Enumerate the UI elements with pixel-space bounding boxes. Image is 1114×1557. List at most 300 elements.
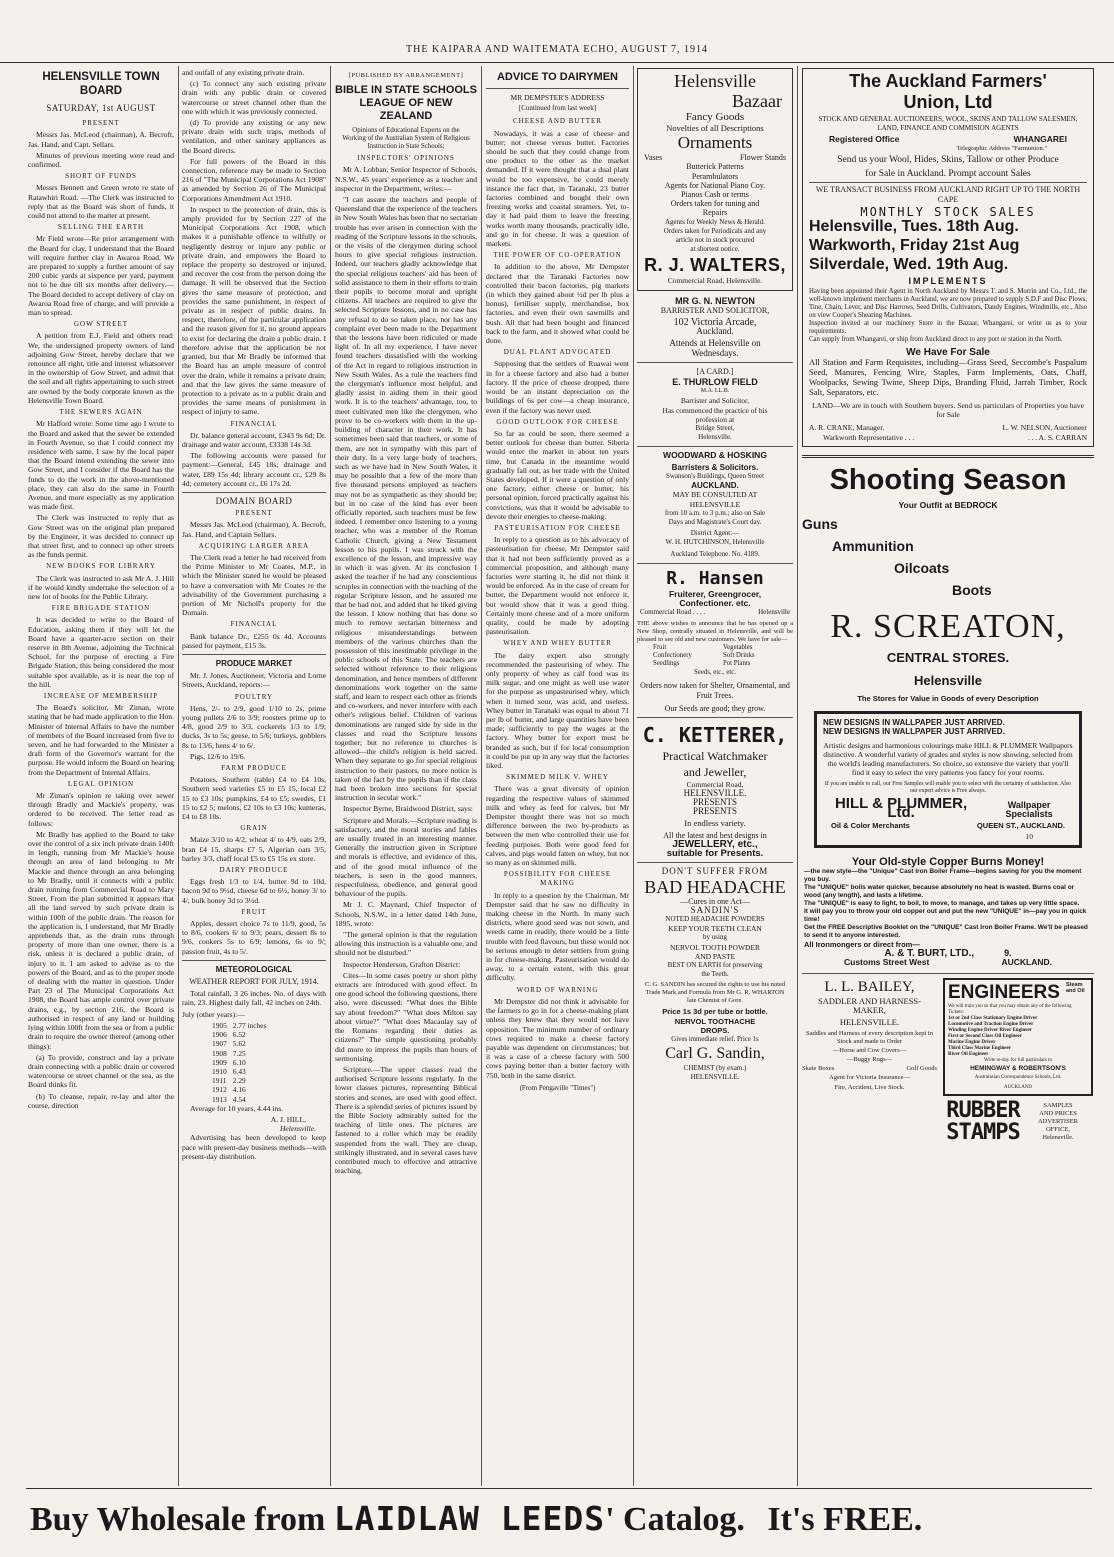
hansen-item: Seedlings bbox=[653, 660, 680, 668]
section-heading: THE SEWERS AGAIN bbox=[59, 408, 143, 417]
ad-line: Bridge Street, bbox=[695, 424, 735, 433]
paragraph: "I can assure the teachers and people of Queensland that the experience of the teachers in New South Wales has been that no sectarian trouble has ever arisen in connection with the reading of the Scripture lessons in the schools, or the visits of the clergymen during school hours to give special religious instruction. Indeed, our teachers gladly acknowledge that the special religious teachers' aid has been of solid assistance to them in their efforts to train their pupils to become moral and upright citizens. All teachers are required to give the selected Scripture lessons, and in no case has any refusal to do so taken place, nor has any complaint ever been made to the Department that the lessons have been ridiculed or made light of. In all my experience, I have never found teachers dissatisfied with the working of the Act in regard to religious instruction in New South Wales. As a rule the teachers find the clergyman's influence most helpful, and gladly assist in aiding them in their good work. It is to the teachers' advantage, too, to meet cultivated men like the clergymen, who prove to be co-workers with them in the up-building of character in their work. It has sometimes been said that teachers, or some of them, are not in sympathy with this part of their duty. In a very large body of teachers, such as we have had in New South Wales, it may be possible that a few of the more than five thousand persons employed as teachers may not be as sympathetic as they should be; but in no case of the kind has ever been officially reported, such teachers must be few indeed. I remember once listening to a young teacher, who was a member of the Roman Catholic Church, giving a New Testament lesson to his pupils. I was struck with the excellence of the lesson, and impressive way in which it was given. At its conclusion I asked the teacher if he had any conscientious scruples in connection with the teaching of the regular Scripture lesson, and he assured me that he had not, and added that he liked giving the lesson. I know nothing that has done so much to remove sectarian bitterness and religious misunderstandings between members of the various churches than the possession of this inestimable privilege in the public schools of this State. The teachers are selected without reference to their religious denomination, and hence members of different denominations work together on the same staff, and learn to respect each other as friends and co-workers, and never interfere with each other's religious belief. Children of various denominations are ranged side by side in the classes and read the Scripture lessons together; but no reference to churches is allowed—the child's religion is held sacred. When they separate to go for special religious instruction to their pastors, no more notice is taken of the fact by the pupils than if the class had been broken into sections for special instruction in secular work." bbox=[335, 195, 477, 803]
ad-line: Golf Goods bbox=[906, 1065, 937, 1073]
ad-line: Price 1s 3d per tube or bottle. bbox=[662, 1007, 768, 1017]
ad-line: Skate Boxes bbox=[802, 1065, 835, 1073]
ad-line: Our Seeds are good; they grow. bbox=[664, 703, 766, 713]
paragraph: Potatoes, Southern (table) £4 to £4 10s, Southern seed varieties £5 to £5 15, local £2 15 to £3 10s; pumpkins, £4 to £5; swedes, £1 15 to £2 5; melons, £2 10s to £3 10s; kumeras, £4 to £8 10s. bbox=[182, 775, 326, 822]
paragraph: Scripture and Morals.—Scripture reading is satisfactory, and the moral stories and fables are usually treated in an interesting manner. Generally the instruction given in Scripture and morals is effective, and evidence of this, and of the good moral influence of the teachers, is seen in the good manners, respectfulness, obedience, and general good behaviour of the pupils. bbox=[335, 815, 477, 899]
section-heading: WORD OF WARNING bbox=[516, 985, 599, 994]
ad-line: Helensville bbox=[758, 608, 790, 617]
rainfall-value: 4.54 bbox=[232, 1094, 246, 1104]
ad-line: C. G. SANDIN has secured the rights to use his noted Trade Mark and Formula from Mr G. R. WHARTON late Chemist of Gore. bbox=[644, 981, 786, 1005]
ads-column-left bbox=[637, 68, 793, 1483]
ad-line: CENTRAL STORES. bbox=[886, 650, 1010, 666]
ad-line: Vases bbox=[644, 153, 663, 163]
divider bbox=[182, 492, 326, 493]
ad-line: Get the FREE Descriptive Booklet on the "UNIQUE" Cast Iron Boiler Frame. We'll be pleased to send it to anyone interested. bbox=[804, 923, 1088, 939]
ad-line: Auckland Telephone. No. 4189. bbox=[670, 549, 760, 558]
paragraph: Apples, dessert choice 7s to 11/9, good, 5s to 8/6, cookers 6/ to 9/3; pears, dessert 8s to 9/6, cookers 5s to 6/9; lemons, 6s to 9/; passion fruit, 4s to 5/. bbox=[182, 919, 326, 956]
ad-line: SANDIN'S bbox=[690, 904, 740, 915]
article-subtitle: MR DEMPSTER'S ADDRESS bbox=[510, 93, 605, 102]
banner-text: Buy Wholesale from bbox=[30, 1501, 326, 1538]
ad-line: Oil & Color Merchants bbox=[831, 821, 910, 831]
signature: A. J. HILL, bbox=[270, 1114, 306, 1124]
paragraph: Messrs Bennett and Green wrote re state of Ratawhiri Road. —The Clerk was instructed to reply that as the Board was short of funds, it could not attend to the matter at present. bbox=[28, 183, 174, 221]
section-heading: PRESENT bbox=[235, 509, 273, 518]
rainfall-value: 6.52 bbox=[232, 1030, 246, 1040]
ad-line: MAKER, bbox=[853, 1005, 886, 1016]
article-title: PRODUCE MARKET bbox=[215, 658, 293, 668]
paragraph: Dr. balance general account, £343 9s 6d; Dr. drainage and water account, £3338 14s 3d. bbox=[182, 430, 326, 449]
section-heading: WHEY AND WHEY BUTTER bbox=[503, 639, 612, 648]
ad-line: A. R. CRANE, Manager. bbox=[809, 423, 885, 433]
ad-line: Orders taken for Periodicals and any bbox=[663, 226, 767, 235]
masthead: THE KAIPARA AND WAITEMATA ECHO, AUGUST 7, 1914 bbox=[406, 44, 708, 55]
ad-line: DON'T SUFFER FROM bbox=[661, 866, 769, 877]
rainfall-row bbox=[212, 1076, 272, 1085]
ad-line: BEST ON EARTH for preserving bbox=[667, 960, 763, 969]
ad-line: It will pay you to throw your old copper out and put the new "UNIQUE" in—pay you in quick time! bbox=[804, 907, 1087, 923]
paragraph: Mr Hafford wrote: Some time ago I wrote to the Board and asked that the sewer be extended in Fourth Avenue, so that I could connect my residence with same. I saw by the local paper that the Board intend extending the sewer into Gow Street, and I consider if the Board has the funds to do the work in the above-mentioned place, they can also do the same in Fourth Avenue, and more especially as my application was made first. bbox=[28, 419, 174, 512]
ad-line: We Have For Sale bbox=[906, 347, 990, 359]
section-heading: POULTRY bbox=[234, 692, 274, 701]
rainfall-year: 1910 bbox=[212, 1066, 227, 1076]
section-heading: SKIMMED MILK V. WHEY bbox=[506, 773, 609, 782]
ad-line: BARRISTER AND SOLICITOR, bbox=[660, 305, 770, 315]
section-heading: FRUIT bbox=[241, 907, 267, 916]
ad-line: Helensville. bbox=[698, 433, 732, 442]
ad-line: AUCKLAND. bbox=[691, 481, 739, 491]
paragraph: The Board's solicitor, Mr Ziman, wrote stating that he had made application to the Hon. Minister of Internal Affairs to have the number of members of the Board increased from five to seven, and he had forwarded to the Minister a draft form of the Governor's warrant for the purpose. He would inform the Board on hearing from the Department of Internal Affairs. bbox=[28, 703, 174, 777]
ad-line: PRESENTS bbox=[692, 806, 737, 817]
engineers-ticket: Locomotive and Traction Engine Driver bbox=[948, 1022, 1034, 1028]
paragraph: Maize 3/10 to 4/2, wheat 4/ to 4/9, oats 2/9, bran £4 15, sharps £7 5, Algerian oats 3/5, barley 3/3, chaff local £5 to £5 15s ex store. bbox=[182, 835, 326, 863]
bazaar-ad bbox=[637, 68, 793, 291]
hansen-item: Confectionery bbox=[653, 652, 692, 660]
ad-line: Agents for National Piano Coy. bbox=[664, 180, 766, 190]
ad-line: Repairs bbox=[702, 208, 728, 218]
divider bbox=[182, 960, 326, 961]
ad-line: Confectioner. etc. bbox=[679, 597, 751, 608]
rainfall-year: 1909 bbox=[212, 1057, 227, 1067]
ad-line: Helensville bbox=[914, 673, 982, 689]
ad-line: IMPLEMENTS bbox=[908, 276, 988, 287]
ad-line: at shortest notice. bbox=[690, 245, 740, 254]
ad-line: AUCKLAND bbox=[1003, 1084, 1033, 1090]
ad-line: NEW DESIGNS IN WALLPAPER JUST ARRIVED. bbox=[823, 718, 1005, 728]
section-heading: GRAIN bbox=[240, 824, 268, 833]
ad-line: Artistic designs and harmonious colourings make HILL & PLUMMER Wallpapers distinctive. A wonderful variety of grades and styles is now showing, selected from the world's leading manufacturers. So choice, so extensive the variety that you'll find it easy to select the very patterns you fancy for your rooms. bbox=[823, 740, 1073, 777]
ad-line: and Jeweller, bbox=[683, 764, 747, 779]
engineers-ad bbox=[943, 978, 1093, 1096]
engineers-ticket: Marine Engine Driver bbox=[948, 1040, 996, 1046]
ad-line: Commercial Road, Helensville. bbox=[667, 276, 763, 286]
paragraph: In addition to the above, Mr Dempster declared that the Taranaki Factories now controlled their bacon factories, pig markets (in which they gained about ½d per lb plus a bonus), fertiliser supply, merchandise, box factories, and even their own sawmills and bush. All that had been bought and financed back to the farm, and it showed what could be done. bbox=[486, 262, 629, 346]
rainfall-value: 7.25 bbox=[232, 1048, 246, 1058]
paragraph: (c) To connect any such existing private drain with any public drain or covered watercourse or street channel other than the one with which it was previously connected. bbox=[182, 79, 326, 116]
ad-line: WHANGAREI bbox=[1013, 134, 1067, 144]
paragraph: (a) To provide, construct and lay a private drain connecting with a public drain or covered watercourse or street channel or the sea, as the Board thinks fit. bbox=[28, 1052, 174, 1090]
paragraph: "The general opinion is that the regulation allowing this instruction is a valuable one, and should not be disturbed." bbox=[335, 930, 477, 958]
ad-line: the Teeth. bbox=[701, 970, 729, 979]
ad-line: Practical Watchmaker bbox=[662, 748, 768, 763]
hansen-ad bbox=[637, 568, 793, 713]
right-stack bbox=[943, 978, 1093, 1144]
section-heading: INCREASE OF MEMBERSHIP bbox=[43, 691, 159, 700]
ad-line: 9. bbox=[1004, 947, 1012, 958]
ad-line: LAND—We are in touch with Southern buyers. Send us particulars of Properties you have for Sale bbox=[812, 401, 1084, 420]
farmers-union-ad bbox=[802, 68, 1094, 447]
paragraph: Mr A. Lobban, Senior Inspector of Schools, N.S.W., 45 years' experience as a teacher and inspector in the Department, writes:— bbox=[335, 165, 477, 193]
paragraph: Cites—In some cases poetry or short pithy extracts are introduced with good effect. In one good school the following questions, there also, were discussed: "What does the Bible say about freedom?" "What does Milton say about virtue?" "What does Macaulay say of the Romans regarding their duties as citizens?" The simple questioning probably did more to impress the pupils than hours of sermonising. bbox=[335, 970, 477, 1063]
rainfall-row bbox=[212, 1058, 272, 1067]
rainfall-year: 1912 bbox=[212, 1085, 227, 1095]
ad-headline: BAD HEADACHE bbox=[644, 876, 786, 897]
town-board-column bbox=[28, 68, 174, 1483]
section-heading: SELLING THE EARTH bbox=[57, 223, 145, 232]
ad-name: Union, Ltd bbox=[903, 92, 993, 112]
banner-brand: LAIDLAW LEEDS bbox=[333, 1499, 606, 1538]
column-rule bbox=[178, 66, 179, 1486]
rainfall-value: 5.62 bbox=[232, 1039, 246, 1049]
section-heading: CHEESE AND BUTTER bbox=[513, 117, 602, 126]
ad-line: Attends at Helensville on bbox=[669, 338, 761, 349]
ad-line: HEMINGWAY & ROBERTSON'S bbox=[970, 1065, 1066, 1073]
newton-card bbox=[637, 297, 793, 358]
column-rule bbox=[797, 66, 798, 1486]
bailey-ad bbox=[802, 978, 937, 1144]
paragraph: Mr Dempster did not think it advisable for the farmers to go in for a cheese-making plant unless they knew that they would not have opposition. The minimum number of ordinary cows required to make a cheese factory payable was dependent on circumstances; but it was a case of a cheese factory with 500 cows paying better than a butter factory with 750, both in the same district. bbox=[486, 996, 629, 1080]
paragraph: Scripture.—The upper classes read the authorised Scripture lessons regularly. In the lower classes pictures, representing Biblical stories and scenes, are used with good effect. There is a splendid series of pictures issued by the Bible Society admirably suited for the teaching of little ones. The pictures are fastened to a roller which may be readily suspended from the wall. They are cheap, strikingly illustrated, and in several cases have contributed much to effective and attractive teaching. bbox=[335, 1064, 477, 1176]
ad-line: Fruiterer, Greengrocer, bbox=[668, 588, 762, 599]
rainfall-value: 4.16 bbox=[232, 1085, 246, 1095]
ad-line: Helensville bbox=[674, 71, 756, 91]
ad-line: Bazaar bbox=[732, 91, 782, 111]
banner-text: ' Catalog. bbox=[605, 1501, 745, 1538]
article-title: DOMAIN BOARD bbox=[215, 495, 293, 506]
paragraph: In reply to a question by the Chairman, Mr Dempster said that he saw no difficulty in making cheese in the North. In many such districts, where good seed was not sown, and weeds came in readily, there would be a little trouble with feed flavours, but these would not be serious enough to deter settlers from going in for cheese-making. Pasteurisation would do away, to a certain extent, with this great difficulty. bbox=[486, 890, 629, 983]
ketterer-ad bbox=[637, 722, 793, 859]
ad-line: Warkworth Representative . . . bbox=[823, 432, 915, 442]
ad-line: WE TRANSACT BUSINESS FROM AUCKLAND RIGHT UP TO THE NORTH CAPE bbox=[809, 182, 1087, 205]
rainfall-row bbox=[212, 1049, 272, 1058]
ad-name: The Auckland Farmers' bbox=[849, 71, 1047, 91]
ad-line: SADDLER AND HARNESS- bbox=[818, 996, 921, 1007]
paragraph: It was decided to write to the Board of Education, asking them if they will let the Board have a quarter-acre section on their reserve in 8th Avenue, adjoining the Technical School, for the purpose of erecting a Fire Brigade Station, this being considered the most suitable spot available, as it is near the top of the hill. bbox=[28, 615, 174, 689]
ad-name: WOODWARD & HOSKING bbox=[663, 450, 767, 461]
ad-line: for Sale in Auckland. Prompt account Sales bbox=[865, 168, 1031, 179]
section-heading: NEW BOOKS FOR LIBRARY bbox=[46, 562, 156, 571]
paragraph: Hens, 2/- to 2/9, good 1/10 to 2s, prime young pullets 2/6 to 3/9; roosters prime up to 4/8, good 2/9 to 3/3, cockerels 1/3 to 1/9; ducks, 3s to 5s; geese, to 5/6; turkeys, gobblers 8s to 13/6, hens 4/ to 6/. bbox=[182, 703, 326, 750]
ad-line: NERVOL TOOTHACHE bbox=[674, 1016, 756, 1026]
ad-name: R. SCREATON, bbox=[830, 608, 1066, 646]
paragraph: Mr Field wrote—Re prior arrangement with the Board for clay, I understand that the Board will require further clay in Awaroa Road. We are prepared to supply a further amount of say 200 cubic yards at sixpence per yard, payment not to be due till six months after delivery.—The Board decided to accept delivery of clay on Awaroa Road free of charge, and will provide a man to spread. bbox=[28, 234, 174, 318]
sandin-ad bbox=[637, 867, 793, 1082]
ad-line-pair bbox=[809, 433, 1087, 442]
section-heading: FINANCIAL bbox=[230, 419, 278, 428]
ad-line: Gives immediate relief. Price 1s bbox=[671, 1036, 759, 1043]
paragraph: Pigs, 12/6 to 19/6. bbox=[190, 751, 246, 761]
section-heading: INSPECTORS' OPINIONS bbox=[357, 154, 455, 163]
divider bbox=[637, 862, 793, 863]
ad-line: Send us your Wool, Hides, Skins, Tallow or other Produce bbox=[837, 155, 1059, 166]
ad-line: Can supply from Whangarei, or ship from Auckland direct to any port or station in the North. bbox=[809, 336, 1063, 344]
ad-line: profession at bbox=[695, 414, 735, 424]
paragraph: Messrs Jas. McLeod (chairman), A. Becroft, Jas. Hand, and Captain Sellars. bbox=[182, 520, 326, 539]
ad-line: HELENSVILLE. bbox=[690, 1073, 740, 1082]
engineers-ticket: Winding Engine Driver River Engineer bbox=[948, 1028, 1032, 1034]
hansen-item: Fruit bbox=[653, 644, 667, 652]
ad-name: R. Hansen bbox=[666, 567, 764, 589]
ad-line: Registered Office bbox=[829, 134, 900, 144]
ad-line: The Stores for Value in Goods of every Description bbox=[857, 694, 1039, 704]
ad-line: [A CARD.] bbox=[696, 366, 734, 376]
dairymen-column bbox=[486, 68, 629, 1483]
rainfall-row bbox=[212, 1039, 272, 1048]
ad-line: AND PASTE bbox=[694, 951, 736, 961]
ad-line: AND PRICES bbox=[1039, 1109, 1077, 1117]
section-heading: DUAL PLANT ADVOCATED bbox=[503, 348, 612, 357]
ad-name: HILL & PLUMMER, Ltd. bbox=[834, 794, 968, 821]
paragraph: Mr Ziman's opinion re taking over sewer through Bradly and Mackie's property, was ordered to be received. The letter read as follows: bbox=[28, 791, 174, 828]
domain-board-column bbox=[182, 68, 326, 1483]
ad-line: THE above wishes to announce that he has opened up a New Shop, centrally situated in Helensville, and will be pleased to see old and new customers. We have for sale— bbox=[637, 620, 793, 644]
rainfall-row bbox=[212, 1085, 272, 1094]
ad-line: NERVOL TOOTH POWDER bbox=[669, 942, 761, 952]
bible-league-column bbox=[335, 68, 477, 1483]
ad-line-pair bbox=[640, 153, 790, 162]
rainfall-row bbox=[212, 1067, 272, 1076]
rainfall-row bbox=[212, 1030, 272, 1039]
ad-line: Having been appointed their Agent in North Auckland by Messrs T. and S. Morrin and Co., Ltd., the well-known implement merchants in Auckland, we are now prepared to supply S.D.F and Disc Plows, Tine, Chain, Lever, and Disc Harrows, Seed Drills, Cultivators, Dandy Engines, Windmills, etc., Also on view Cooper's Shearing Machines. bbox=[809, 288, 1087, 320]
ad-line: Swanson's Buildings, Queen Street bbox=[665, 471, 765, 480]
hansen-item: Soft Drinks bbox=[723, 652, 755, 660]
ad-line: ADVERTISER bbox=[1037, 1117, 1079, 1125]
article-title: HELENSVILLE TOWN BOARD bbox=[42, 71, 160, 97]
paragraph: The Clerk was instructed to ask Mr A. J. Hill if he would kindly undertake the selection of a new lot of books for the Public Library. bbox=[28, 573, 174, 601]
ad-line-pair bbox=[637, 608, 793, 617]
paragraph: A petition from E.J. Field and others read: We, the undersigned property owners of land adjoining Gow Street, hereby declare that we renounce all right, title and interest whatsoever in the ownership of Gow Street, and admit that the soil and all rights appertaining to such street are owned by the body corporate known as the Helensville Town Board. bbox=[28, 331, 174, 405]
field-card bbox=[637, 367, 793, 443]
engineers-ticket: River Oil Engineer bbox=[948, 1052, 989, 1058]
burt-ad bbox=[802, 858, 1094, 967]
ad-line: Fancy Goods bbox=[685, 111, 745, 123]
paragraph: Inspector Henderson, Grafton District: bbox=[343, 959, 461, 969]
ad-line: All Ironmongers or direct from— bbox=[804, 939, 920, 949]
ad-line: The "UNIQUE" is easy to light, to boil, to move, to manage, and takes up very little space. bbox=[804, 899, 1080, 907]
article-intro: Opinions of Educational Experts on the Working of the Australian System of Religious Instruction in State Schools; bbox=[342, 127, 470, 151]
hansen-item: Pot Plants bbox=[723, 660, 751, 668]
rainfall-year: 1907 bbox=[212, 1039, 227, 1049]
ad-line: —Buggy Rugs— bbox=[846, 1056, 893, 1064]
ad-line: Boots bbox=[952, 582, 992, 599]
ad-line: —Cures in one Act— bbox=[680, 896, 750, 906]
article-date: SATURDAY, 1st AUGUST bbox=[46, 103, 156, 113]
paragraph: So far as could be seen, there seemed a better outlook for cheese than butter. Siberia would enter the market in about ten years time, but Canada in the meantime would gradually fall out, as her trade with the United States developed. If it were a question of only one factory, either cheese or butter, his personal opinion, forced practically against his convictions, was that it would be advisable to devote their energies to cheese-making. bbox=[486, 428, 629, 521]
ad-line: All Station and Farm Requisites, including—Grass Seed, Seccombe's Paspalum Seed, Manures, Fencing Wire, Staples, Farm Implements, Oats, Chaff, Woolpacks, Sewing Twine, Sheep Dips, Branding Fluid, Jarrah Timber, Rock Salt, Separators, etc. bbox=[809, 357, 1087, 398]
ad-line: If you are unable to call, our Free Samples will enable you to select with the certainty of satisfaction. Also our expert advice is Free always. bbox=[824, 780, 1072, 794]
ad-line: Flower Stands bbox=[740, 153, 786, 163]
continuation-note: [Continued from last week] bbox=[518, 104, 597, 113]
footer-rule bbox=[26, 1488, 1092, 1489]
rainfall-year: 1911 bbox=[212, 1076, 227, 1086]
ad-line: HELENSVILLE bbox=[689, 499, 741, 509]
paragraph: Mr Bradly has applied to the Board to take over the control of a six inch private drain 140ft in length, running from Mr Mackie's house through an area of land belonging to Mr Mackie and thence through an area belonging to Mr Bradly, until it connects with a public drain running from Commercial Road to Mary Street. From the plan submitted it appears that all the land served by such private drain is within 100ft of the public drain. The reason for the application is, I understand, that Mr Bradly apprehends that, as the drain runs through property of more than one owner, there is a risk, unless it is declared a public drain, of injury to it. I am asked to advise as to the powers of the Board, and as to the proper mode of dealing with the matter in question. Under Part 23 of The Municipal Corporations Act 1908, the Board has ample control over private drains, e.g., by section 216, the Board is authorised in respect of any land or building lying within 100ft from the sea or from a public drain to require the owner thereof (among other things): bbox=[28, 829, 174, 1051]
ad-line: Guns bbox=[802, 516, 838, 533]
section-heading: GOW STREET bbox=[73, 320, 128, 329]
paragraph: The Clerk was instructed to reply that as Gow Street was on the original plan prepared by the Engineer, it was decided to connect up that street first, and to connect up other streets as the funds permit. bbox=[28, 513, 174, 560]
ad-line: Butterick Patterns bbox=[686, 162, 744, 172]
ad-line: Warkworth, Friday 21st Aug bbox=[809, 237, 1020, 255]
ad-line: 102 Victoria Arcade, bbox=[673, 317, 757, 329]
ad-name: L. L. BAILEY, bbox=[824, 979, 915, 996]
ad-line: Days and Magistrate's Court day. bbox=[668, 517, 762, 526]
ad-line: Ammunition bbox=[832, 538, 914, 555]
paragraph: Inspector Byrne, Braidwood District, says: bbox=[343, 804, 473, 814]
section-heading: LEGAL OPINION bbox=[67, 779, 135, 788]
paragraph: For full powers of the Board in this connection, reference may be made to Section 216 of "The Municipal Corporations Act 1908" as amended by Section 26 of The Municipal Corporations Amendment Act 1910. bbox=[182, 156, 326, 203]
section-heading: POSSIBILITY FOR CHEESE MAKING bbox=[503, 870, 612, 888]
ad-line: Has commenced the practice of his bbox=[662, 405, 768, 415]
ad-name: Carl G. Sandin, bbox=[665, 1045, 765, 1063]
ad-line: —Horse and Cow Covers— bbox=[832, 1046, 907, 1054]
ad-line: Novelties of all Descriptions bbox=[666, 123, 764, 133]
paragraph: Average for 10 years, 4.44 ins. bbox=[190, 1103, 284, 1113]
rainfall-value: 2.77 inches bbox=[232, 1020, 267, 1030]
ad-name: ENGINEERS bbox=[948, 982, 1060, 1004]
ad-line: SAMPLES bbox=[1043, 1101, 1073, 1109]
engineers-ticket-list bbox=[948, 1016, 1088, 1058]
woodward-hosking-ad bbox=[637, 451, 793, 558]
ad-line: L. W. NELSON, Auctioneer bbox=[1002, 423, 1087, 433]
ad-line: CHEMIST (by exam.) bbox=[683, 1064, 747, 1073]
divider bbox=[637, 717, 793, 718]
paragraph: and outfall of any existing private drain. bbox=[182, 68, 305, 77]
ad-line: MONTHLY STOCK SALES bbox=[860, 204, 1036, 219]
rainfall-row bbox=[212, 1021, 272, 1030]
paragraph: Supposing that the settlers of Ruawai went in for a cheese factory and also had a butter factory. If the price of cheese dropped, there would be an instant depreciation on the buildings of 6s per cow—a cheap insurance, even if the factory was never used. bbox=[486, 359, 629, 415]
ad-line: Auckland. bbox=[696, 326, 734, 337]
ad-line: Oilcoats bbox=[894, 560, 950, 577]
ad-line: MAY BE CONSULTED AT bbox=[672, 490, 758, 500]
ad-line: All the latest and best designs in bbox=[663, 830, 767, 840]
section-heading: FARM PRODUCE bbox=[221, 764, 287, 773]
section-heading: GOOD OUTLOOK FOR CHEESE bbox=[496, 417, 619, 426]
stamp-logo bbox=[943, 1097, 1023, 1145]
section-heading: THE POWER OF CO-OPERATION bbox=[493, 251, 622, 260]
paragraph: Bank balance Dr., £255 0s 4d. Accounts passed for payment, £15 3s. bbox=[182, 631, 326, 650]
paragraph: Nowadays, it was a case of cheese and butter; not cheese versus butter. Factories should be such that they could change from one product to the other as the market demanded. If it were thought that a dual plant would be too expensive, he could merely instance the fact that, in Taranaki, 23 butter factories combined and bought their own freezing works and coastal steamers. Yet, to-day it had paid them to leave the freezing works worth many thousands, practically idle, and go in for cheese. It was a question of markets. bbox=[486, 128, 629, 249]
ad-line: OFFICE, bbox=[1045, 1125, 1071, 1133]
ad-line: Agent for Victoria Insurance— bbox=[829, 1074, 910, 1082]
ad-line-pair bbox=[823, 819, 1073, 832]
banner-text: It's FREE. bbox=[767, 1501, 923, 1538]
section-heading: FIRE BRIGADE STATION bbox=[51, 604, 151, 613]
ad-line: PRESENTS bbox=[692, 797, 737, 808]
ad-name: A. & T. BURT, LTD., bbox=[884, 947, 975, 959]
ad-line: QUEEN ST., AUCKLAND. bbox=[976, 821, 1065, 831]
paragraph: The following accounts were passed for payment:—General, £45 18s; drainage and water, £89 15s 4d; library account cr., £29 8s 4d; cemetery account cr., £6 17s 2d. bbox=[182, 451, 326, 488]
rainfall-value: 2.29 bbox=[232, 1076, 246, 1086]
ad-line: Customs Street West bbox=[844, 957, 930, 968]
paragraph: Mr J. C. Maynard, Chief Inspector of Schools, N.S.W., in a letter dated 14th June, 1895, wrote: bbox=[335, 900, 477, 928]
ad-line: We will train you so that you may obtain any of the following Tickets: bbox=[948, 1004, 1072, 1016]
wallpaper-ad bbox=[814, 711, 1082, 848]
rainfall-year: 1905 bbox=[212, 1020, 227, 1030]
source-note: (From Pengaville "Times") bbox=[519, 1083, 596, 1092]
ad-line: Fire, Accident, Live Stock. bbox=[834, 1083, 905, 1091]
ad-line: Australasian Correspondence Schools, Ltd. bbox=[974, 1075, 1062, 1081]
ad-name: MR G. N. NEWTON bbox=[675, 295, 755, 306]
publication-note: [PUBLISHED BY ARRANGEMENT] bbox=[348, 72, 464, 79]
paragraph: Minutes of previous meeting were read and confirmed. bbox=[28, 150, 174, 170]
rainfall-year: 1908 bbox=[212, 1048, 227, 1058]
ad-line: Perambulators bbox=[691, 171, 739, 181]
ad-line: HELENSVILLE. bbox=[839, 1016, 900, 1027]
divider bbox=[637, 446, 793, 447]
ad-line: NEW DESIGNS IN WALLPAPER JUST ARRIVED. bbox=[823, 727, 1005, 737]
ad-line: Orders now taken for Shelter, Ornamental, and Fruit Trees. bbox=[640, 680, 790, 700]
ad-line: Commercial Road . . . . bbox=[640, 608, 706, 617]
engineers-ticket: First or Second Class Oil Engineer bbox=[948, 1034, 1022, 1040]
ad-line-pair bbox=[804, 958, 1092, 967]
screaton-ad bbox=[802, 455, 1094, 703]
paragraph: Eggs fresh 1/3 to 1/4, butter 9d to 10d, bacon 9d to 9½d, cheese 6d to 6½, honey 3/ to 4/, bulk honey 3d to 3½d. bbox=[182, 877, 326, 905]
ad-line: Orders taken for tuning and bbox=[670, 199, 760, 209]
ad-line: District Agent:— bbox=[690, 529, 740, 538]
ad-line: Your Outfit at BEDROCK bbox=[898, 499, 998, 510]
section-heading: SHORT OF FUNDS bbox=[65, 172, 137, 181]
paragraph: There was a great diversity of opinion regarding the respective values of skimmed milk and whey as feed for calves, but Mr Dempster thought there was not so much difference between the two by-products as between the men who controlled their use for feeding purposes. Both were good feed for calves, and pigs would fatten on whey, but not so many as on skimmed milk. bbox=[486, 784, 629, 868]
ad-line: NOTED HEADACHE POWDERS bbox=[665, 914, 765, 923]
rainfall-row bbox=[212, 1095, 272, 1104]
ad-line: Commercial Road, bbox=[686, 779, 744, 789]
divider bbox=[637, 362, 793, 363]
paragraph: Total rainfall, 3 26 inches. No. of days with rain, 23. Highest daily fall, 42 inches on 24th. bbox=[182, 989, 326, 1008]
section-heading: ACQUIRING LARGER AREA bbox=[198, 541, 310, 550]
ad-line: from 10 a.m. to 3 p.m.; also on Sale bbox=[664, 508, 766, 517]
rainfall-value: 6.10 bbox=[232, 1057, 246, 1067]
paragraph: In respect to the protection of drain, this is amply provided for by Section 227 of the Municipal Corporations Act 1908, which makes it a punishable offence to wilfully or negligently destroy or injure any public or private drain, and empowers the Board to replace the property so destroyed or injured, and recover the cost from the person doing the damage. It will be observed that the Section gives the same measure of protection, and provides the same punishment, in respect of private as in respect of public drains. In respect, therefore, of the particular application and the reason given for it, no ground appears to exist for declaring the drain a public drain. I therefore advise that the application be not granted, but that Mr Bradly be informed that the Board has an ample measure of control over the drain, while it remains a private drain; and that the law gives the same measure of protection to a private as to a public drain and provides the same means of punishment in respect of injury to same. bbox=[182, 204, 326, 417]
ad-name: R. J. WALTERS, bbox=[644, 255, 786, 276]
rubber-stamps-ad bbox=[943, 1097, 1093, 1145]
laidlaw-leeds-banner bbox=[30, 1495, 1090, 1543]
rainfall-year: 1913 bbox=[212, 1094, 227, 1104]
ad-name: C. KETTERER, bbox=[642, 722, 788, 747]
hansen-item: Vegetables bbox=[723, 644, 753, 652]
stamp-details bbox=[1023, 1102, 1093, 1142]
section-heading: DAIRY PRODUCE bbox=[219, 866, 289, 875]
ad-line: Silverdale, Wed. 19th Aug. bbox=[809, 256, 1009, 274]
article-title: BIBLE IN STATE SCHOOLS LEAGUE OF NEW ZEALAND bbox=[335, 84, 477, 123]
paragraph: Advertising has been developed to keep pace with present-day business methods—with present-day distribution. bbox=[182, 1133, 326, 1161]
ad-line: Agents for Weekly News & Herald. bbox=[664, 217, 765, 226]
paragraph: Messrs Jas. McLeod (chairman), A. Becroft, Jas. Hand, and Capt. Sellars. bbox=[28, 130, 174, 149]
ad-line: Telegraphic Address "Farmunion." bbox=[956, 145, 1047, 153]
ad-line: Helensville, Tues. 18th Aug. bbox=[809, 218, 1019, 236]
divider bbox=[637, 563, 793, 564]
ad-line: Wednesdays. bbox=[691, 347, 739, 358]
ad-line-pair bbox=[948, 982, 1088, 1004]
ad-line-pair bbox=[809, 423, 1087, 432]
ad-line: Pianos Cash or terms bbox=[681, 190, 749, 200]
ad-line: HELENSVILLE. bbox=[683, 787, 747, 798]
ad-line: Barristers & Solicitors. bbox=[671, 462, 759, 472]
ad-line-pair bbox=[823, 794, 1073, 821]
paragraph: (d) To provide any existing or any new private drain with such traps, methods of ventilation, and other sanitary appliances as the Board directs. bbox=[182, 118, 326, 155]
paragraph: The Clerk read a letter he had received from the Prime Minister to Mr Coates, M.P., in which the Minister stated he would be pleased to have a conversation with Mr Coates re the advisability of the Government purchasing a portion of Mr Nicholl's property for the Domain. bbox=[182, 552, 326, 618]
